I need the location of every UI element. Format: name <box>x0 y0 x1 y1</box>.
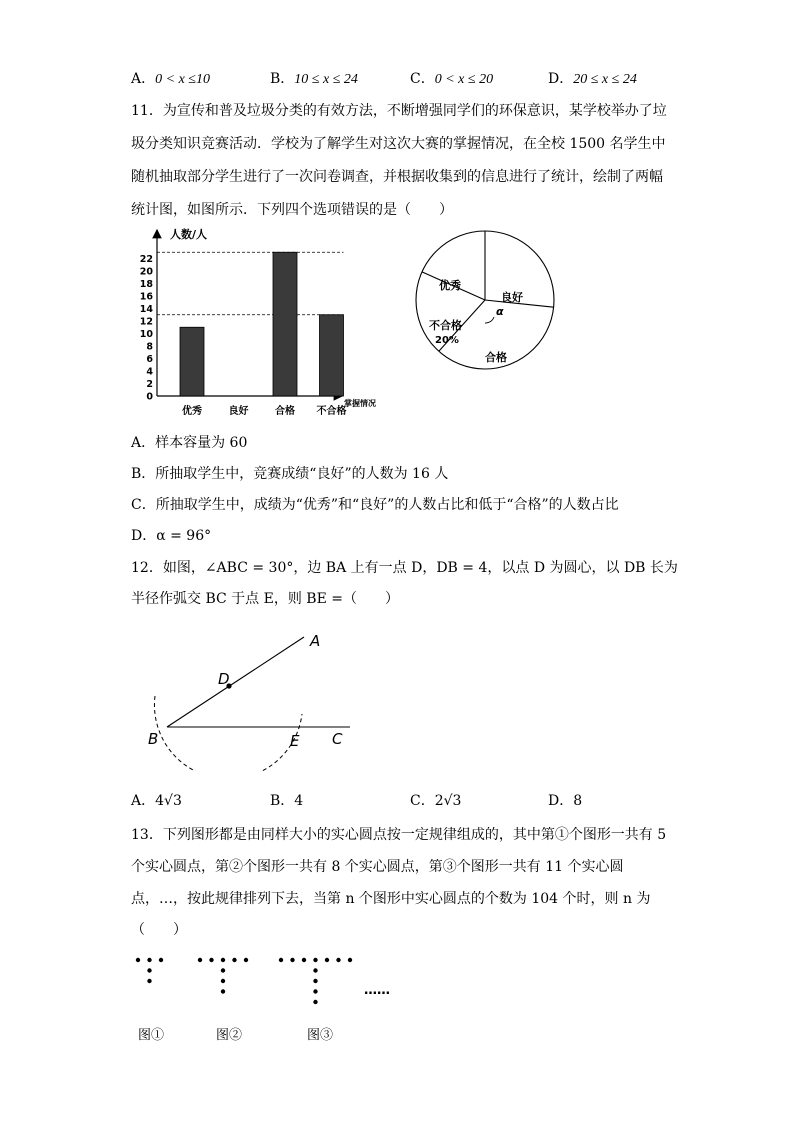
y-tick-label: 18 <box>139 279 153 290</box>
solid-dot <box>159 958 163 962</box>
solid-dot <box>313 989 317 993</box>
y-axis-label: 人数/人 <box>170 228 208 241</box>
x-category-label: 良好 <box>228 406 249 417</box>
q13-line-2: 个实心圆点，第②个图形一共有 8 个实心圆点，第③个图形一共有 11 个实心圆 <box>131 859 624 875</box>
label-d: D <box>218 670 230 688</box>
reference-lines <box>157 252 344 315</box>
dots-ellipsis: …… <box>364 983 390 998</box>
solid-dot <box>209 958 213 962</box>
q12-line-2: 半径作弧交 BC 于点 E，则 BE =（ ） <box>131 591 399 607</box>
pie-label-hege: 合格 <box>485 351 507 364</box>
q12-option-d: D．8 <box>548 793 583 809</box>
solid-dot <box>313 979 317 983</box>
pie-label-alpha: α <box>496 305 504 318</box>
y-tick-label: 8 <box>146 341 153 353</box>
q10-option-d: D．20 ≤ x ≤ 24 <box>548 71 637 87</box>
solid-dot <box>136 958 140 962</box>
dot-figures <box>130 948 400 1018</box>
solid-dot <box>336 958 340 962</box>
solid-dot <box>232 958 236 962</box>
q10-option-c: C．0 < x ≤ 20 <box>410 71 494 87</box>
pie-label-youxiu: 优秀 <box>439 279 461 292</box>
y-tick-label: 2 <box>146 379 153 390</box>
figure-label-3: 图③ <box>307 1028 334 1043</box>
solid-dot <box>302 958 306 962</box>
pie-label-lianghao: 良好 <box>501 291 523 304</box>
q11-option-d: D．α = 96° <box>131 528 212 544</box>
q12-option-c: C．2√3 <box>410 793 462 809</box>
pie-label-20pct: 20% <box>435 335 459 346</box>
solid-dot <box>221 989 225 993</box>
x-axis-label: 掌握情况 <box>344 399 376 408</box>
q11-line-1: 11．为宣传和普及垃圾分类的有效方法，不断增强同学们的环保意识，某学校举办了垃 <box>131 103 667 119</box>
solid-dot <box>325 958 329 962</box>
dashed-arc <box>154 696 302 771</box>
solid-dot <box>147 968 151 972</box>
solid-dot <box>221 979 225 983</box>
bar-0 <box>180 327 204 396</box>
label-a: A <box>310 632 321 650</box>
q12-option-b: B．4 <box>270 793 304 809</box>
solid-dot <box>313 968 317 972</box>
x-category-label: 优秀 <box>182 406 202 417</box>
q11-line-2: 圾分类知识竞赛活动．学校为了解学生对这次大赛的掌握情况，在全校 1500 名学生中 <box>131 136 666 152</box>
solid-dot <box>313 958 317 962</box>
geometry-figure <box>140 626 370 771</box>
y-tick-label: 10 <box>139 329 153 340</box>
y-tick-label: 20 <box>139 266 153 278</box>
pie-label-buhege: 不合格 <box>429 319 462 332</box>
solid-dot <box>348 958 352 962</box>
y-tick-label: 6 <box>146 354 153 365</box>
y-ticks <box>140 254 154 403</box>
q12-option-a: A．4√3 <box>131 793 182 809</box>
q13-line-1: 13．下列图形都是由同样大小的实心圆点按一定规律组成的，其中第①个图形一共有 5 <box>131 827 667 843</box>
q11-option-b: B．所抽取学生中，竞赛成绩“良好”的人数为 16 人 <box>131 466 449 482</box>
q11-option-c: C．所抽取学生中，成绩为“优秀”和“良好”的人数占比和低于“合格”的人数占比 <box>131 497 619 513</box>
label-e: E <box>290 732 300 750</box>
bar-chart <box>130 224 410 424</box>
q11-line-4: 统计图，如图所示．下列四个选项错误的是（ ） <box>131 202 453 218</box>
bars <box>180 252 344 396</box>
y-tick-label: 14 <box>139 304 153 315</box>
solid-dot <box>290 958 294 962</box>
q11-line-3: 随机抽取部分学生进行了一次问卷调查，并根据收集到的信息进行了统计，绘制了两幅 <box>131 169 663 185</box>
solid-dot <box>313 1000 317 1004</box>
bar-3 <box>320 315 344 396</box>
ray-ba <box>167 637 304 727</box>
solid-dot <box>279 958 283 962</box>
solid-dot <box>221 958 225 962</box>
q13-line-3: 点，…，按此规律排列下去，当第 n 个图形中实心圆点的个数为 104 个时，则 n 为 <box>131 891 651 907</box>
figure-label-2: 图② <box>216 1028 243 1043</box>
q13-line-4: （ ） <box>131 922 187 938</box>
solid-dot <box>147 979 151 983</box>
pie-slices <box>416 231 554 369</box>
y-tick-label: 0 <box>146 391 153 403</box>
x-category-label: 合格 <box>275 406 295 417</box>
y-tick-label: 22 <box>139 254 153 265</box>
pie-chart <box>415 225 560 375</box>
dot-patterns <box>136 958 352 1004</box>
y-tick-label: 12 <box>139 316 153 328</box>
bar-2 <box>273 252 297 396</box>
solid-dot <box>198 958 202 962</box>
y-tick-label: 4 <box>146 366 153 378</box>
solid-dot <box>244 958 248 962</box>
figure-label-1: 图① <box>138 1028 165 1043</box>
q11-option-a: A．样本容量为 60 <box>131 435 248 451</box>
x-categories <box>182 404 347 417</box>
q12-line-1: 12．如图，∠ABC = 30°，边 BA 上有一点 D，DB = 4，以点 D 为圆心，以 DB 长为 <box>131 560 678 576</box>
solid-dot <box>147 958 151 962</box>
q10-option-b: B．10 ≤ x ≤ 24 <box>270 71 358 87</box>
y-tick-label: 16 <box>139 291 153 303</box>
label-b: B <box>148 730 159 748</box>
x-category-label: 不合格 <box>316 406 347 417</box>
label-c: C <box>332 730 343 748</box>
q10-option-a: A．0 < x ≤10 <box>131 71 210 87</box>
solid-dot <box>221 968 225 972</box>
